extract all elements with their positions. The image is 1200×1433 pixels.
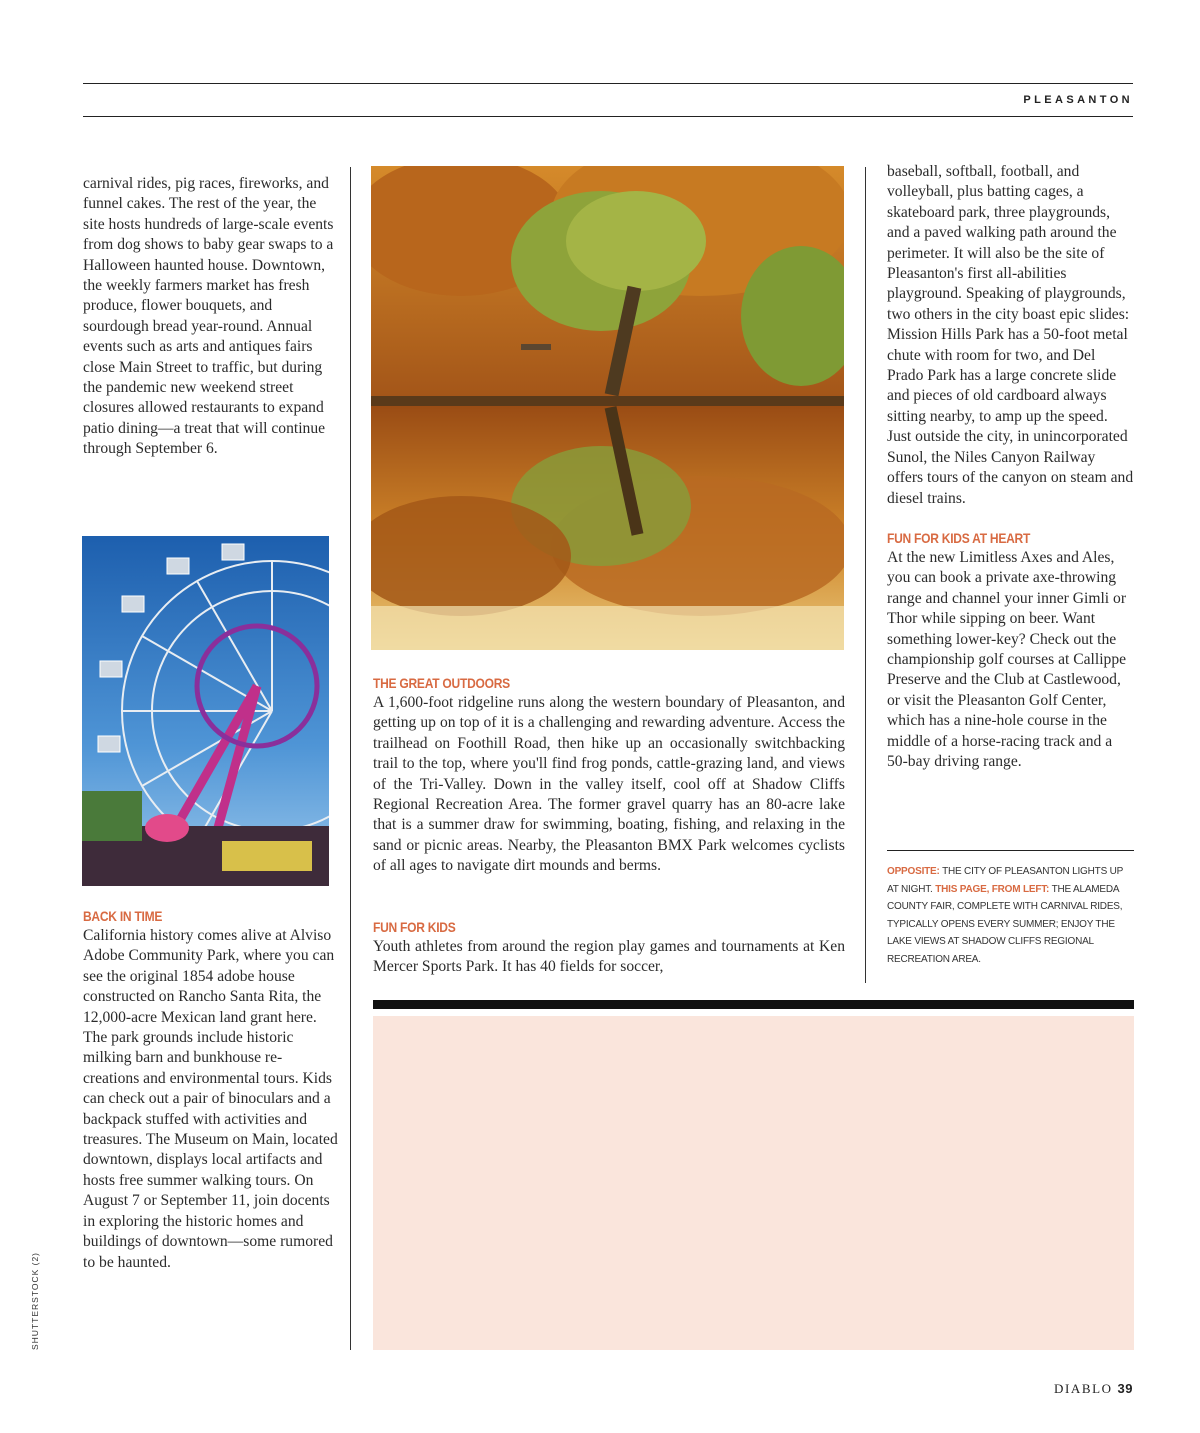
continued-paragraph: baseball, softball, football, and volleyball, plus batting cages, a skateboard park, three playgrounds, and a paved walking path around the perimeter. It will also be the site of Pleasanton's first all-abilities playground. Speaking of playgrounds, two others in the city boast epic slides: Mission Hills Park has a 50-foot metal chute with room for two, and Del Prado Park has a large concrete slide and pieces of old cardboard always sitting nearby, to amp up the speed. Just outside the city, in unincorporated Sunol, the Niles Canyon Railway offers tours of the canyon on steam and diesel trains. xyxy=(887,163,1134,507)
column-1-intro xyxy=(83,174,338,460)
lake-reflection-photo xyxy=(371,166,844,650)
caption-rule xyxy=(887,850,1134,851)
column-2-fun-for-kids xyxy=(373,917,845,978)
back-in-time-heading: BACK IN TIME xyxy=(83,908,163,924)
great-outdoors-paragraph: A 1,600-foot ridgeline runs along the western boundary of Pleasanton, and getting up on top of it is a challenging and rewarding adventure. Access the trailhead on Foothill Road, then hike up an occasionally switchbacking trail to the top, where you'll find frog ponds, cattle-grazing land, and views of the Tri-Valley. Down in the valley itself, cool off at Shadow Cliffs Regional Recreation Area. The former gravel quarry has an 80-acre lake that is a summer draw for swimming, boating, fishing, and relaxing in the sand or picnic areas. Nearby, the Pleasanton BMX Park welcomes cyclists of all ages to navigate dirt mounds and berms. xyxy=(373,694,845,875)
top-rule xyxy=(83,83,1133,84)
photo-credit: SHUTTERSTOCK (2) xyxy=(30,1251,40,1350)
back-in-time-paragraph: California history comes alive at Alviso Adobe Community Park, where you can see the original 1854 adobe house constructed on Rancho Santa Rita, the 12,000-acre Mexican land grant here. The park grounds include historic milking barn and bunkhouse re-creations and environmental tours. Kids can check out a pair of binoculars and a backpack stuffed with activities and treasures. The Museum on Main, located downtown, displays local artifacts and hosts free summer walking tours. On August 7 or September 11, join docents in exploring the historic homes and buildings of downtown—some rumored to be haunted. xyxy=(83,927,338,1271)
caption-opposite-text: THE CITY OF PLEASANTON LIGHTS UP AT NIGHT. xyxy=(887,866,1123,895)
folio-magazine: DIABLO xyxy=(1053,1381,1113,1396)
column-3 xyxy=(887,162,1134,772)
header-rule xyxy=(83,116,1133,117)
great-outdoors-heading: THE GREAT OUTDOORS xyxy=(373,675,510,691)
caption-this-page-label: THIS PAGE, FROM LEFT: xyxy=(935,883,1050,895)
folio-page-number: 39 xyxy=(1117,1381,1133,1396)
column-1-back-in-time xyxy=(83,906,338,1273)
caption-this-page-text: THE ALAMEDA COUNTY FAIR, COMPLETE WITH CARNIVAL RIDES, TYPICALLY OPENS EVERY SUMMER; ENJOY THE LAKE VIEWS AT SHADOW CLIFFS REGIONAL RECREATION AREA. xyxy=(887,883,1123,965)
fun-for-kids-heading: FUN FOR KIDS xyxy=(373,919,456,935)
fun-for-kids-at-heart-heading: FUN FOR KIDS AT HEART xyxy=(887,529,1031,546)
column-divider-right xyxy=(865,167,866,983)
ferris-wheel-photo xyxy=(82,536,329,886)
ad-top-bar xyxy=(373,1000,1134,1009)
fun-for-kids-at-heart-paragraph: At the new Limitless Axes and Ales, you can book a private axe-throwing range and channel your inner Gimli or Thor while sipping on beer. Want something lower-key? Check out the championship golf courses at Callippe Preserve and the Club at Castlewood, or visit the Pleasanton Golf Center, which has a nine-hole course in the middle of a horse-racing track and a 50-bay driving range. xyxy=(887,548,1127,770)
intro-paragraph: carnival rides, pig races, fireworks, and funnel cakes. The rest of the year, the site hosts hundreds of large-scale events from dog shows to baby gear swaps to a Halloween haunted house. Downtown, the weekly farmers market has fresh produce, flower bouquets, and sourdough bread year-round. Annual events such as arts and antiques fairs close Main Street to traffic, but during the pandemic new weekend street closures allowed restaurants to expand patio dining—a treat that will continue through September 6. xyxy=(83,175,334,458)
column-2-great-outdoors xyxy=(373,673,845,877)
column-divider-left xyxy=(350,167,351,1350)
ad-placeholder xyxy=(373,1016,1134,1350)
caption-opposite-label: OPPOSITE: xyxy=(887,866,940,877)
photo-caption xyxy=(887,863,1134,969)
page-folio xyxy=(1054,1381,1133,1397)
fun-for-kids-paragraph: Youth athletes from around the region play games and tournaments at Ken Mercer Sports Park. It has 40 fields for soccer, xyxy=(373,938,845,976)
section-label: PLEASANTON xyxy=(1023,94,1133,106)
